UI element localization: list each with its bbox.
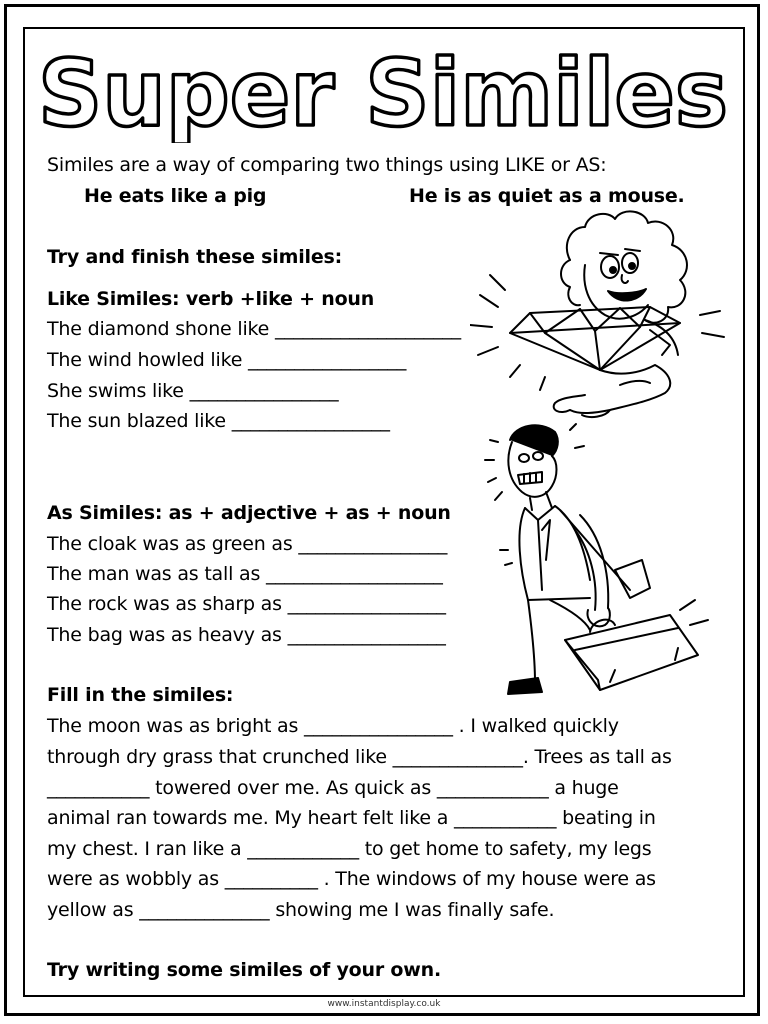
example-as: He is as quiet as a mouse. (409, 185, 685, 207)
like-simile-line: The diamond shone like ____________________ (47, 318, 461, 340)
fill-paragraph-line: through dry grass that crunched like ______________. Trees as tall as (47, 746, 672, 768)
fill-paragraph-line: animal ran towards me. My heart felt like a ___________ beating in (47, 807, 656, 829)
like-simile-line: The wind howled like _________________ (47, 349, 407, 371)
intro-text: Similes are a way of comparing two things using LIKE or AS: (47, 154, 607, 176)
footer-url: www.instantdisplay.co.uk (327, 999, 441, 1009)
as-simile-line: The rock was as sharp as _________________ (47, 593, 446, 615)
woman-with-diamond-illustration (470, 205, 740, 420)
as-similes-heading: As Similes: as + adjective + as + noun (47, 502, 451, 524)
fill-paragraph-line: my chest. I ran like a ____________ to get home to safety, my legs (47, 838, 652, 860)
like-simile-line: She swims like ________________ (47, 380, 339, 402)
prompt-heading: Try and finish these similes: (47, 246, 343, 268)
as-simile-line: The man was as tall as ___________________ (47, 563, 443, 585)
closing-instruction: Try writing some similes of your own. (47, 959, 441, 981)
fill-paragraph-line: were as wobbly as __________ . The windows of my house were as (47, 868, 656, 890)
page-title: Super Similes (38, 40, 728, 143)
fill-paragraph-line: ___________ towered over me. As quick as ____________ a huge (47, 777, 619, 799)
as-simile-line: The bag was as heavy as _________________ (47, 624, 446, 646)
example-like: He eats like a pig (84, 185, 267, 207)
like-simile-line: The sun blazed like _________________ (47, 410, 390, 432)
fill-paragraph-line: The moon was as bright as ________________ . I walked quickly (47, 715, 619, 737)
as-simile-line: The cloak was as green as ________________ (47, 533, 448, 555)
fill-paragraph-line: yellow as ______________ showing me I was finally safe. (47, 899, 555, 921)
fill-similes-heading: Fill in the similes: (47, 684, 234, 706)
man-with-heavy-bag-illustration (480, 420, 720, 700)
like-similes-heading: Like Similes: verb +like + noun (47, 288, 375, 310)
title-banner (28, 28, 738, 143)
